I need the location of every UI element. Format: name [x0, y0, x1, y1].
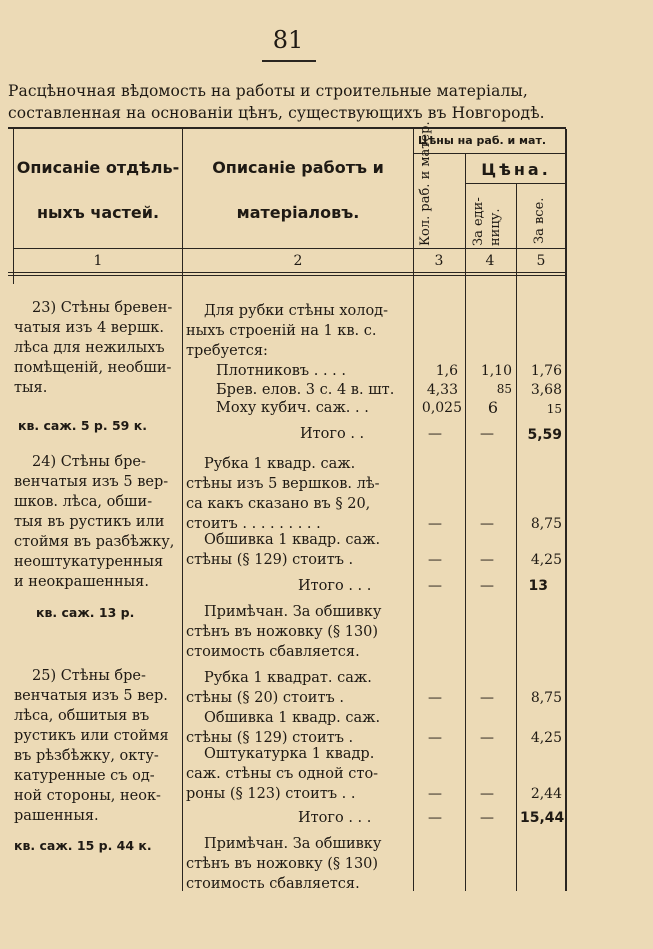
- s25-itogo-unit: —: [480, 810, 494, 826]
- s23-item-label: Плотниковъ . . . .: [216, 363, 346, 379]
- s25-work2-unit: —: [480, 730, 494, 746]
- header-col2-line: Описаніе работъ и: [212, 158, 384, 177]
- s25-work2-total: 4,25: [530, 730, 562, 746]
- s23-itogo-label: Итого . .: [300, 426, 365, 442]
- s25-work2-line: стѣны (§ 129) стоитъ .: [186, 730, 354, 746]
- s25-desc-line: рашенныя.: [14, 808, 99, 824]
- table-top-rule: [8, 127, 566, 129]
- s24-work2-qty: —: [428, 552, 442, 568]
- s24-itogo-total: 13: [528, 578, 548, 594]
- s23-item-total: 1,76: [530, 363, 562, 379]
- header-col4: За еди- ницу.: [471, 197, 503, 246]
- s25-work1-unit: —: [480, 690, 494, 706]
- s25-work3-line: саж. стѣны съ одной сто-: [186, 766, 379, 782]
- s25-work1-line: Рубка 1 квадрат. саж.: [204, 670, 372, 686]
- caption-line: Расцѣночная вѣдомость на работы и строительные матеріалы,: [8, 82, 528, 100]
- header-col2-line: матеріаловъ.: [236, 203, 360, 222]
- s23-desc-line: 23) Стѣны бревен-: [32, 300, 173, 316]
- caption-line: составленная на основаніи цѣнъ, существующихъ въ Новгородѣ.: [8, 104, 545, 122]
- header-rule: [14, 248, 566, 249]
- s25-work3-total: 2,44: [530, 786, 562, 802]
- s25-itogo-qty: —: [428, 810, 442, 826]
- s25-work1-line: стѣны (§ 20) стоитъ .: [186, 690, 344, 706]
- s24-work1-line: Рубка 1 квадр. саж.: [204, 456, 356, 472]
- s23-unit-price: кв. саж. 5 р. 59 к.: [18, 418, 147, 433]
- header-col1-line: Описаніе отдѣль-: [16, 158, 180, 177]
- s23-item-label: Брев. елов. 3 с. 4 в. шт.: [216, 382, 395, 398]
- s23-item-qty: 0,025: [421, 400, 462, 416]
- s25-itogo-label: Итого . . .: [298, 810, 372, 826]
- s23-item-unit: 85: [496, 382, 512, 396]
- column-number: 4: [485, 253, 495, 269]
- s25-work3-unit: —: [480, 786, 494, 802]
- colnum-rule-2: [8, 275, 566, 276]
- s25-work2-qty: —: [428, 730, 442, 746]
- s23-item-total: 15: [546, 402, 562, 416]
- s24-desc-line: шков. лѣса, обши-: [14, 494, 153, 510]
- s23-item-unit: 6: [487, 398, 498, 417]
- s24-work2-line: Обшивка 1 квадр. саж.: [204, 532, 381, 548]
- header-col5: За все.: [532, 197, 547, 244]
- col-divider-4: [516, 183, 517, 891]
- col-divider-2: [413, 129, 414, 891]
- column-number: 1: [93, 253, 103, 269]
- s23-desc-line: помѣщеній, необши-: [14, 360, 172, 376]
- s23-item-label: Моху кубич. саж. . .: [216, 400, 369, 416]
- s23-itogo-total: 5,59: [527, 427, 562, 443]
- s23-desc-line: чатыя изъ 4 вершк.: [14, 320, 164, 336]
- s25-note-line: Примѣчан. За обшивку: [204, 836, 382, 852]
- s24-work2-line: стѣны (§ 129) стоитъ .: [186, 552, 354, 568]
- column-number: 5: [536, 253, 546, 269]
- s24-desc-line: 24) Стѣны бре-: [32, 454, 146, 470]
- s25-desc-line: рустикъ или стоймя: [14, 728, 169, 744]
- col-divider-1: [182, 129, 183, 891]
- s24-work2-unit: —: [480, 552, 494, 568]
- col-divider-3: [465, 154, 466, 891]
- s25-work1-total: 8,75: [530, 690, 562, 706]
- s25-unit-price: кв. саж. 15 р. 44 к.: [14, 838, 152, 853]
- s24-desc-line: неоштукатуренныя: [14, 554, 164, 570]
- s24-itogo-qty: —: [428, 578, 442, 594]
- s24-desc-line: венчатыя изъ 5 вер-: [14, 474, 169, 490]
- s25-itogo-total: 15,44: [520, 810, 565, 826]
- prices-group-header: Цѣны на раб. и мат.: [418, 134, 547, 147]
- s24-itogo-unit: —: [480, 578, 494, 594]
- s24-desc-line: стоймя въ разбѣжку,: [14, 534, 175, 550]
- s24-work1-unit: —: [480, 516, 494, 532]
- s25-desc-line: въ рѣзбѣжку, окту-: [14, 748, 159, 764]
- s23-itogo-qty: —: [428, 426, 442, 442]
- s23-item-unit: 1,10: [480, 363, 512, 379]
- s24-note-line: Примѣчан. За обшивку: [204, 604, 382, 620]
- s25-desc-line: катуренные съ од-: [14, 768, 155, 784]
- s23-item-qty: 1,6: [435, 363, 458, 379]
- prices-group-rule: [414, 153, 566, 154]
- s23-desc-line: лѣса для нежилыхъ: [14, 340, 165, 356]
- s23-desc-line: тыя.: [14, 380, 48, 396]
- s25-desc-line: 25) Стѣны бре-: [32, 668, 146, 684]
- s25-desc-line: ной стороны, неок-: [14, 788, 161, 804]
- s24-work2-total: 4,25: [530, 552, 562, 568]
- s25-desc-line: венчатыя изъ 5 вер.: [14, 688, 168, 704]
- s25-work3-line: Оштукатурка 1 квадр.: [204, 746, 375, 762]
- s25-note-line: стѣнъ въ ножовку (§ 130): [186, 856, 379, 872]
- s25-work2-line: Обшивка 1 квадр. саж.: [204, 710, 381, 726]
- s24-work1-qty: —: [428, 516, 442, 532]
- s25-desc-line: лѣса, обшитыя въ: [14, 708, 150, 724]
- price-header: Цѣна.: [481, 160, 551, 179]
- s24-desc-line: тыя въ рустикъ или: [14, 514, 165, 530]
- header-col1-line: ныхъ частей.: [36, 203, 160, 222]
- s23-item-qty: 4,33: [426, 382, 458, 398]
- s24-itogo-label: Итого . . .: [298, 578, 372, 594]
- s25-work1-qty: —: [428, 690, 442, 706]
- s24-work1-total: 8,75: [530, 516, 562, 532]
- s24-note-line: стѣнъ въ ножовку (§ 130): [186, 624, 379, 640]
- page-number-rule: [262, 60, 316, 62]
- s25-note-line: стоимость сбавляется.: [186, 876, 360, 892]
- s23-itogo-unit: —: [480, 426, 494, 442]
- s23-work-line: Для рубки стѣны холод-: [204, 303, 389, 319]
- s24-work1-line: стоитъ . . . . . . . . .: [186, 516, 321, 532]
- s23-item-total: 3,68: [530, 382, 562, 398]
- s24-note-line: стоимость сбавляется.: [186, 644, 360, 660]
- colnum-rule-1: [8, 272, 566, 273]
- s24-work1-line: стѣны изъ 5 вершков. лѣ-: [186, 476, 380, 492]
- s25-work3-qty: —: [428, 786, 442, 802]
- page-number: 81: [272, 26, 304, 54]
- s24-unit-price: кв. саж. 13 р.: [36, 605, 135, 620]
- header-col3: Кол. раб. и матер.: [418, 121, 433, 246]
- column-number: 2: [293, 253, 303, 269]
- right-border: [565, 129, 567, 891]
- column-number: 3: [434, 253, 444, 269]
- document-caption: [8, 80, 648, 124]
- s25-work3-line: роны (§ 123) стоитъ . .: [186, 786, 356, 802]
- s24-work1-line: са какъ сказано въ § 20,: [186, 496, 371, 512]
- s23-work-line: ныхъ строеній на 1 кв. с.: [186, 323, 377, 339]
- s23-work-line: требуется:: [186, 343, 268, 359]
- s24-desc-line: и неокрашенныя.: [14, 574, 149, 590]
